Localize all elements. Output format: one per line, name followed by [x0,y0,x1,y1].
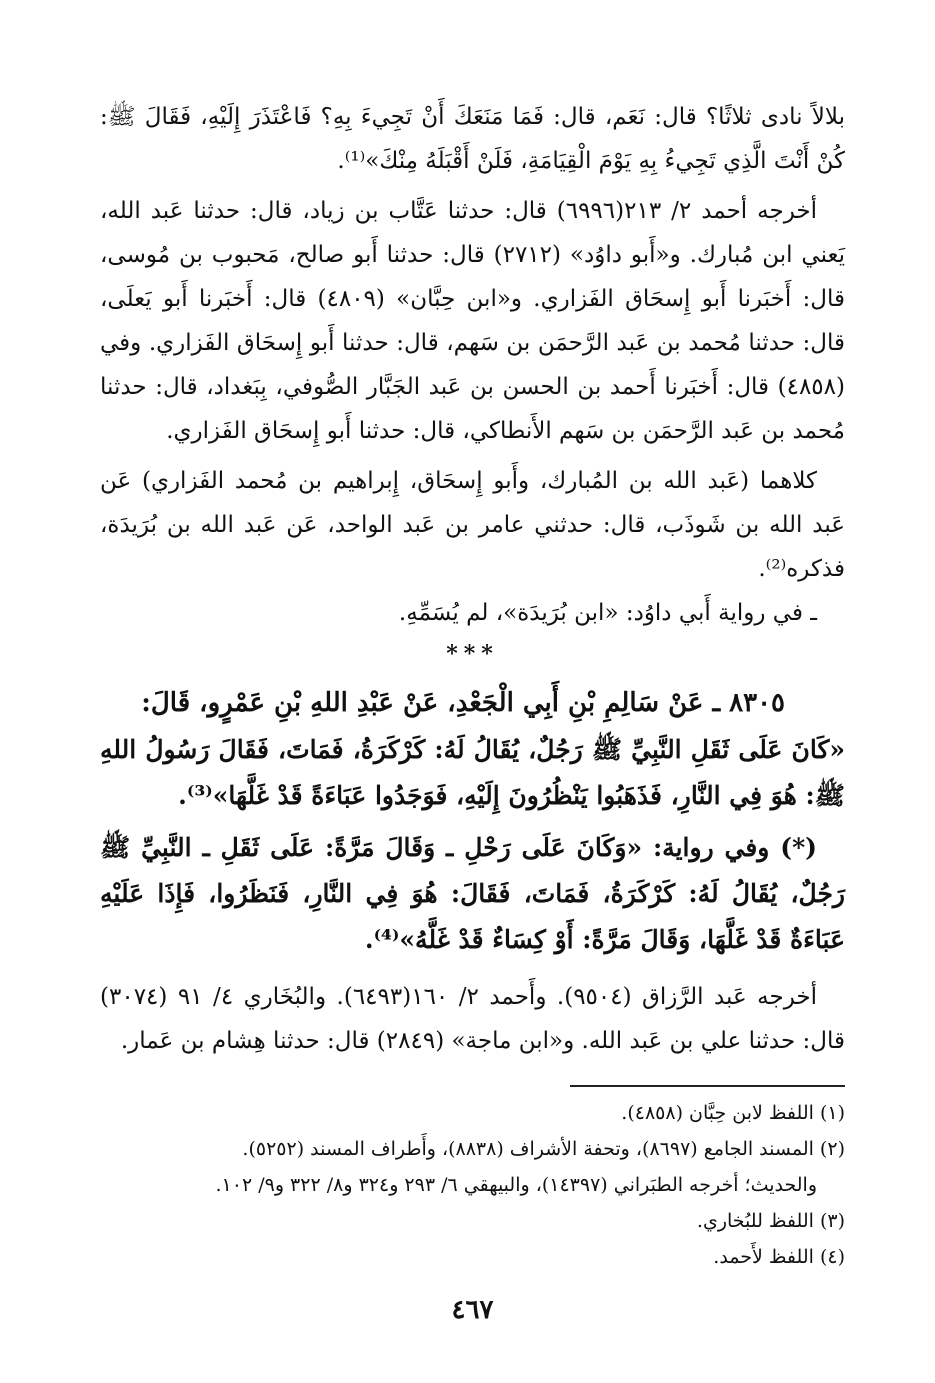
isnad-paragraph: كلاهما (عَبد الله بن المُبارك، وأَبو إِسحَاق، إِبراهيم بن مُحمد الفَزاري) عَن عَبد الله بن شَوذَب، قال: حدثني عامر بن عَبد الواحد، عَن عَبد الله بن بُرَيدَة، فذكره⁽²⁾. [100,468,845,582]
footnote-2-continuation: والحديث؛ أخرجه الطبَراني (١٤٣٩٧)، والبيهقي ٦/ ٢٩٣ و٣٢٤ و٨/ ٣٢٢ و٩/ ١٠٢. [215,1174,817,1196]
hadith-heading: ٨٣٠٥ ـ عَنْ سَالِمِ بْنِ أَبِي الْجَعْدِ، عَنْ عَبْدِ اللهِ بْنِ عَمْرٍو، قَالَ: [141,688,785,718]
footnote-2: (٢) المسند الجامع (٨٦٩٧)، وتحفة الأشراف (٨٨٣٨)، وأَطراف المسند (٥٢٥٢). [242,1138,845,1160]
takhrij-paragraph: أخرجه أحمد ٢/ ٢١٣(٦٩٩٦) قال: حدثنا عَتَّاب بن زياد، قال: حدثنا عَبد الله، يَعني ابن مُبارك. و«أَبو داوُد» (٢٧١٢) قال: حدثنا أَبو صالح، مَحبوب بن مُوسى، قال: أَخبَرنا أَبو إِسحَاق الفَزاري. و«ابن حِبَّان» (٤٨٠٩) قال: أَخبَرنا أَبو يَعلَى، قال: حدثنا مُحمد بن عَبد الرَّحمَن بن سَهم، قال: حدثنا أَبو إِسحَاق الفَزاري. وفي (٤٨٥٨) قال: أَخبَرنا أَحمد بن الحسن بن عَبد الجَبَّار الصُّوفي، بِبَغداد، قال: حدثنا مُحمد بن عَبد الرَّحمَن بن سَهم الأَنطاكي، قال: حدثنا أَبو إِسحَاق الفَزاري. [100,198,846,444]
hadith-text: «كَانَ عَلَى ثَقَلِ النَّبِيِّ ﷺ رَجُلٌ، يُقَالُ لَهُ: كَرْكَرَةُ، فَمَاتَ، فَقَالَ رَسُولُ اللهِ ﷺ: هُوَ فِي النَّارِ، فَذَهَبُوا يَنْظُرُونَ إِلَيْهِ، فَوَجَدُوا عَبَاءَةً قَدْ غَلَّهَا»⁽³⁾. [100,735,845,810]
section-separator: *** [446,641,499,667]
hadith-conclusion-text: بلالاً نادى ثلاثًا؟ قال: نَعَم، قال: فَمَا مَنَعَكَ أَنْ تَجِيءَ بِهِ؟ فَاعْتَذَرَ إِلَيْهِ، فَقَالَ ﷺ: كُنْ أَنْتَ الَّذِي تَجِيءُ بِهِ يَوْمَ الْقِيَامَةِ، فَلَنْ أَقْبَلَهُ مِنْكَ»⁽¹⁾. [100,104,845,174]
footnote-3: (٣) اللفظ للبُخاري. [696,1210,845,1232]
footnote-4: (٤) اللفظ لأَحمد. [713,1246,845,1268]
narration-note: ـ في رواية أَبي داوُد: «ابن بُرَيدَة»، لم يُسَمِّهِ. [398,600,817,626]
variant-narration: (*) وفي رواية: «وَكَانَ عَلَى رَحْلِ ـ وَقَالَ مَرَّةً: عَلَى ثَقَلِ ـ النَّبِيِّ ﷺ رَجُلٌ، يُقَالُ لَهُ: كَرْكَرَةُ، فَمَاتَ، فَقَالَ: هُوَ فِي النَّارِ، فَنَظَرُوا، فَإِذَا عَلَيْهِ عَبَاءَةٌ قَدْ غَلَّهَا، وَقَالَ مَرَّةً: أَوْ كِسَاءٌ قَدْ غَلَّهُ»⁽⁴⁾. [100,833,845,954]
book-page [100,95,845,1355]
footnotes [100,1095,845,1275]
footnote-divider [570,1085,845,1087]
page-number: ٤٦٧ [451,1295,494,1325]
takhrij-paragraph-2: أخرجه عَبد الرَّزاق (٩٥٠٤). وأَحمد ٢/ ١٦٠(٦٤٩٣). والبُخَاري ٤/ ٩١ (٣٠٧٤) قال: حدثنا علي بن عَبد الله. و«ابن ماجة» (٢٨٤٩) قال: حدثنا هِشام بن عَمار. [100,984,845,1054]
footnote-1: (١) اللفظ لابن حِبَّان (٤٨٥٨). [621,1102,845,1124]
